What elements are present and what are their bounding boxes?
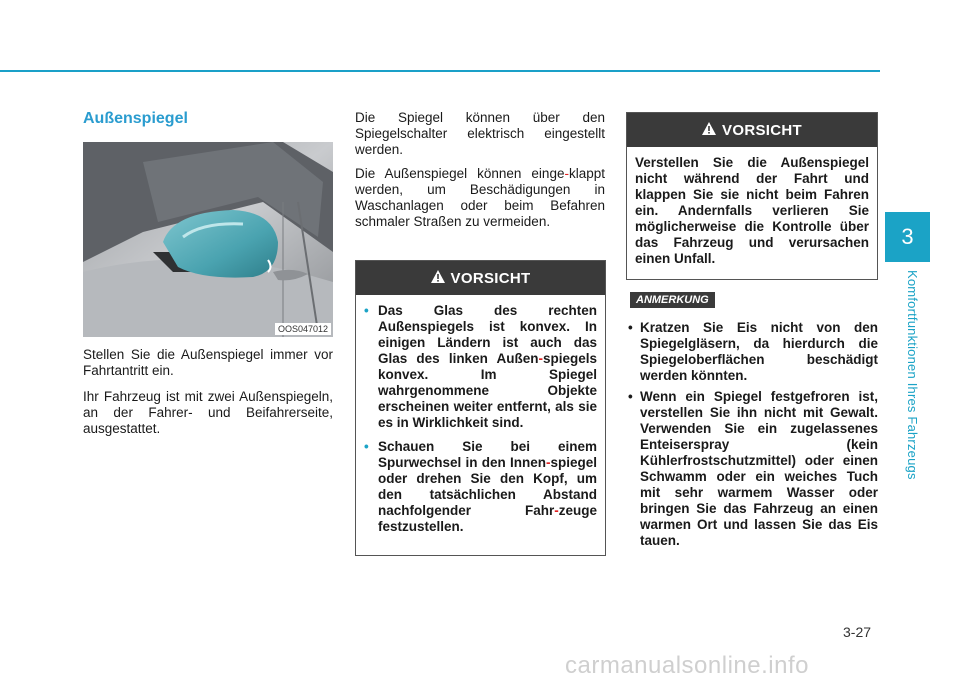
note-item: • Kratzen Sie Eis nicht von den Spiegelgläsern, da hierdurch die Spiegeloberflächen beschädigt werden könnten. [628, 320, 878, 383]
caution-item: • Das Glas des rechten Außenspiegels ist konvex. In einigen Ländern ist auch das Glas des linken Außen-spiegels konvex. Im Spiegel wahrgenommene Objekte erscheinen weiter entfernt, als sie es in Wirklichkeit sind. [364, 303, 597, 430]
caution-item: • Schauen Sie bei einem Spurwechsel in den Innen-spiegel oder drehen Sie den Kopf, um den tatsächlichen Abstand nachfolgender Fahr-zeuge festzustellen. [364, 439, 597, 534]
column-1 [83, 110, 333, 437]
caution-text: Verstellen Sie die Außenspiegel nicht während der Fahrt und klappen Sie sie nicht beim Fahren ein. Andernfalls verlieren Sie möglicherweise die Kontrolle über das Fahrzeug und verursachen einen Unfall. [635, 155, 869, 266]
chapter-tab [885, 212, 930, 262]
chapter-number: 3 [901, 224, 914, 249]
paragraph: Ihr Fahrzeug ist mit zwei Außenspiegeln, an der Fahrer- und Beifahrerseite, ausgestattet. [83, 389, 333, 436]
note-list [626, 320, 878, 554]
paragraph: Stellen Sie die Außenspiegel immer vor Fahrtantritt ein. [83, 347, 333, 378]
side-mirror-illustration [83, 142, 333, 337]
caution-header [627, 113, 877, 147]
note-item: • Wenn ein Spiegel festgefroren ist, verstellen Sie ihn nicht mit Gewalt. Verwenden Sie ein zugelassenes Enteiserspray (kein Kühlerfrostschutzmittel) oder einen Schwamm oder ein weiches Tuch mit sehr warmem Wasser oder bringen Sie das Fahrzeug an einen warmen Ort und lassen Sie das Eis tauen. [628, 389, 878, 548]
warning-triangle-icon [431, 270, 445, 286]
chapter-title: Komfortfunktionen Ihres Fahrzeugs [905, 270, 920, 480]
section-title: Außenspiegel [83, 110, 188, 127]
paragraph: Die Spiegel können über den Spiegelschalter elektrisch eingestellt werden. [355, 110, 605, 157]
figure-caption: OOS047012 [275, 323, 331, 335]
paragraph: Die Außenspiegel können einge-klappt werden, um Beschädigungen in Waschanlagen oder beim Befahren schmaler Straßen zu vermeiden. [355, 166, 605, 229]
caution-header [356, 261, 605, 295]
note-badge: ANMERKUNG [630, 292, 715, 308]
mirror-figure [83, 142, 333, 337]
caution-title: VORSICHT [722, 121, 802, 139]
caution-box-right [626, 112, 878, 280]
watermark: carmanualsonline.info [565, 652, 809, 679]
caution-title: VORSICHT [450, 269, 531, 287]
page-number: 3-27 [843, 624, 872, 640]
warning-triangle-icon [702, 122, 716, 138]
top-rule [0, 70, 880, 72]
caution-box-left [355, 260, 606, 556]
column-2 [355, 110, 605, 238]
